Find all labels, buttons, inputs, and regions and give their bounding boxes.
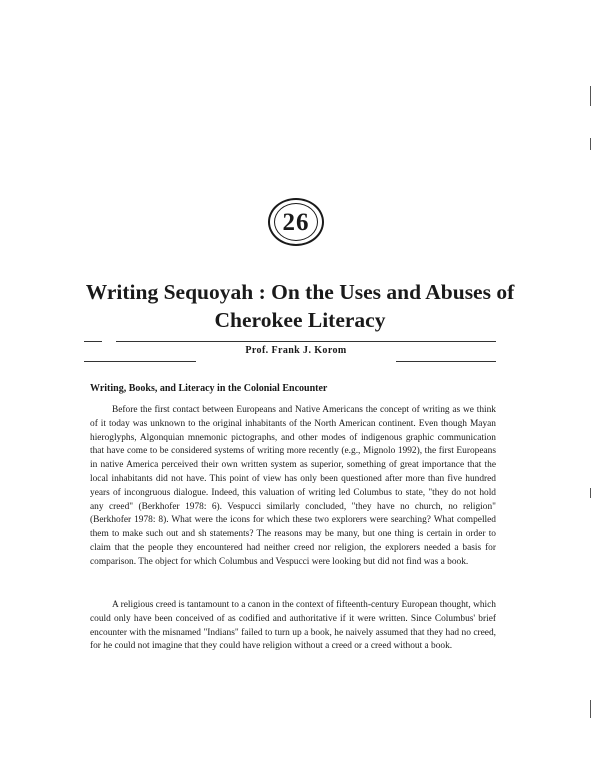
divider-rule [84, 341, 102, 342]
divider-rule [84, 361, 196, 362]
chapter-number-badge [268, 198, 324, 246]
divider-rule [116, 341, 496, 342]
body-paragraph: A religious creed is tantamount to a canon in the context of fifteenth-century European thought, which could only have been conceived of as codified and authoritative if it were written. Since Columbus' brief encounter with the misnamed "Indians" failed to turn up a book, he naively assumed that they had no creed, for he could not imagine that they could have religion without a creed or a creed without a book. [90, 600, 496, 652]
scan-margin-mark [590, 138, 591, 150]
scan-margin-mark [590, 86, 591, 106]
chapter-number: 26 [282, 209, 310, 236]
author-name: Prof. Frank J. Korom [245, 345, 347, 356]
divider-rule [396, 361, 496, 362]
section-heading: Writing, Books, and Literacy in the Colonial Encounter [90, 383, 328, 394]
scan-margin-mark [590, 700, 591, 718]
scan-margin-mark [590, 488, 591, 498]
body-paragraph: Before the first contact between Europeans and Native Americans the concept of writing as we think of it today was unknown to the original inhabitants of the North American continent. Even though Mayan hieroglyphs, Algonquian mnemonic pictographs, and other modes of indigenous graphic communication that have come to be considered systems of writing more recently (e.g., Mignolo 1992), the first Europeans in native America perceived their own written system as superior, something of great importance that the local inhabitants did not have. This point of view has only been questioned after more than five hundred years of incongruous dialogue. Indeed, this valuation of writing led Columbus to state, "they do not hold any creed" (Berkhofer 1978: 6). Vespucci similarly concluded, "they have no church, no religion" (Berkhofer 1978: 8). What were the icons for which these two explorers were searching? What compelled them to make such out and sh statements? The reasons may be many, but one thing is certain in order to claim that the people they encountered had neither creed nor religion, the explorers needed a basis for comparison. The object for which Columbus and Vespucci were looking but did not find was a book. [90, 405, 496, 567]
chapter-title: Writing Sequoyah : On the Uses and Abuses of Cherokee Literacy [85, 280, 515, 332]
